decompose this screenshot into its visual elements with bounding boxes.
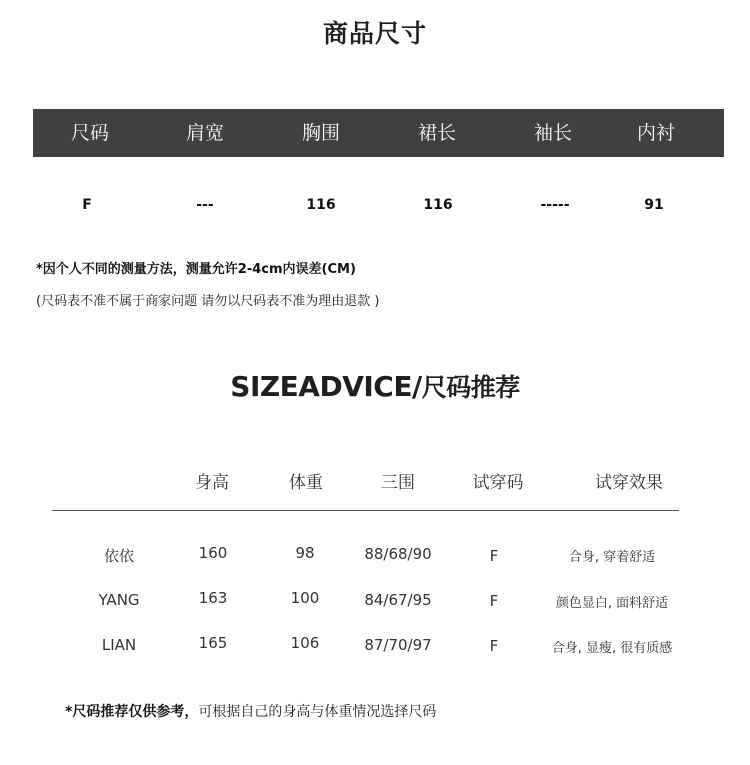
advice-row-effect: 颜色显白, 面料舒适 — [555, 596, 669, 611]
advice-row-effect: 合身, 显瘦, 很有质感 — [551, 641, 673, 656]
advice-row-weight: 106 — [290, 634, 320, 652]
header-sleeve-length: 袖长 — [533, 122, 572, 144]
advice-row-height: 160 — [198, 544, 228, 562]
advice-header-measurements: 三围 — [381, 473, 415, 493]
advice-row-measurements: 87/70/97 — [364, 636, 432, 654]
measure-note: *因个人不同的测量方法，测量允许2-4cm内误差(CM) — [36, 262, 356, 277]
advice-row-measurements: 84/67/95 — [364, 591, 432, 609]
advice-header-trial-size: 试穿码 — [472, 473, 524, 493]
advice-divider — [52, 510, 679, 511]
value-shoulder: --- — [196, 197, 214, 213]
advice-row-size: F — [489, 547, 499, 565]
value-size: F — [82, 197, 92, 213]
advice-footer-note — [65, 701, 436, 721]
advice-header-weight: 体重 — [289, 473, 323, 493]
footer-note-bold: *尺码推荐仅供参考， — [65, 704, 199, 720]
value-lining: 91 — [644, 197, 664, 213]
header-shoulder: 肩宽 — [185, 122, 224, 144]
advice-row-weight: 100 — [290, 589, 320, 607]
advice-row-height: 165 — [198, 634, 228, 652]
advice-row-name: YANG — [98, 591, 140, 609]
advice-row-name: LIAN — [101, 636, 137, 654]
header-size: 尺码 — [70, 122, 109, 144]
advice-row-height: 163 — [198, 589, 228, 607]
page-title: 商品尺寸 — [322, 19, 427, 48]
advice-row-measurements: 88/68/90 — [364, 545, 432, 563]
value-bust: 116 — [306, 197, 336, 213]
advice-header-trial-effect: 试穿效果 — [595, 473, 663, 493]
header-lining: 内衬 — [636, 122, 675, 144]
advice-header-height: 身高 — [195, 473, 229, 493]
refund-note: (尺码表不准不属于商家问题 请勿以尺码表不准为理由退款 ) — [36, 294, 380, 309]
value-skirt-length: 116 — [423, 197, 453, 213]
advice-row-size: F — [489, 592, 499, 610]
size-table-header — [33, 109, 724, 157]
header-skirt-length: 裙长 — [417, 122, 456, 144]
advice-title-en: SIZEADVICE/ — [230, 370, 422, 403]
advice-title-cn: 尺码推荐 — [421, 373, 520, 402]
advice-row-weight: 98 — [295, 544, 315, 562]
advice-title — [0, 368, 750, 404]
footer-note-text: 可根据自己的身高与体重情况选择尺码 — [198, 704, 437, 720]
advice-row-size: F — [489, 637, 499, 655]
advice-row-name: 依依 — [103, 547, 134, 565]
advice-row-effect: 合身, 穿着舒适 — [568, 550, 656, 565]
header-bust: 胸围 — [301, 122, 340, 144]
value-sleeve-length: ----- — [540, 197, 570, 213]
